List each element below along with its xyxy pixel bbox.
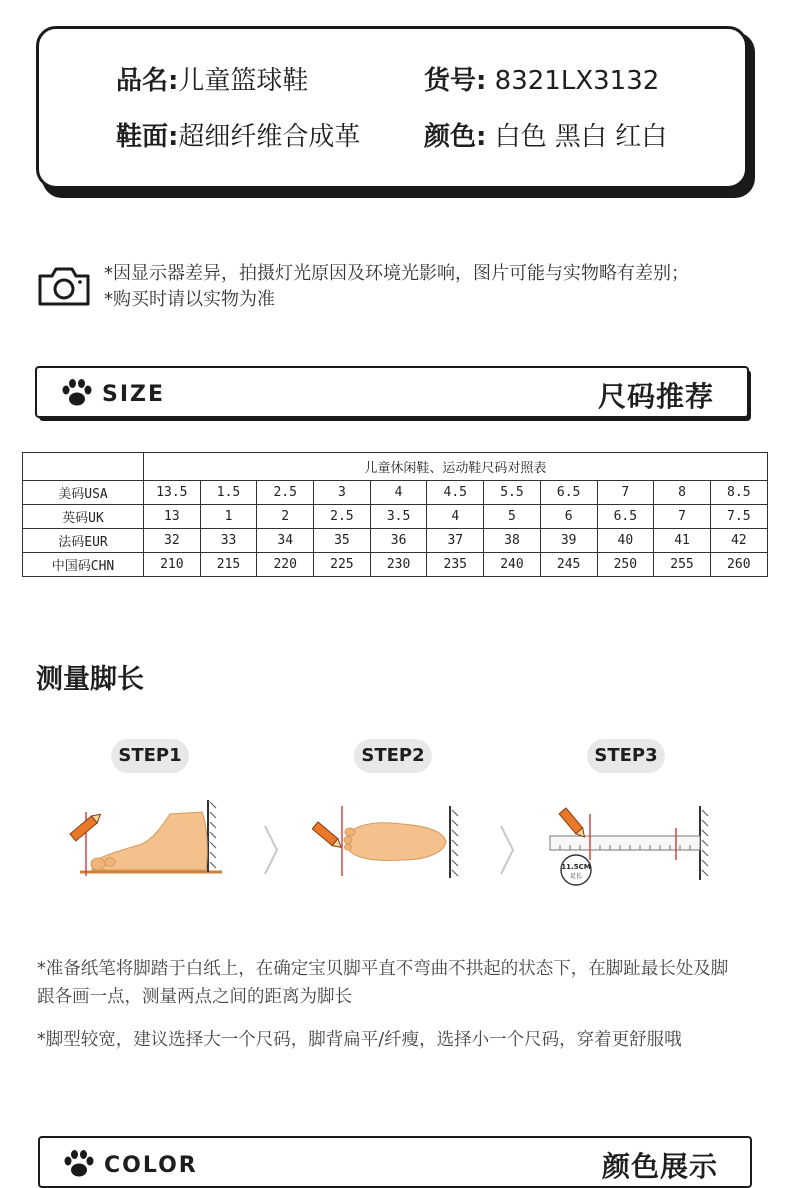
table-cell: 245 [540, 553, 597, 577]
notice-line-1: *因显示器差异，拍摄灯光原因及环境光影响，图片可能与实物略有差别； [104, 263, 689, 284]
step-2-pill: STEP2 [354, 739, 432, 773]
chevron-right-icon [498, 824, 516, 876]
table-cell: 225 [314, 553, 371, 577]
row-label: 法码EUR [23, 529, 144, 553]
table-cell: 5 [484, 505, 541, 529]
table-cell: 240 [484, 553, 541, 577]
notice-line-2: *购买时请以实物为准 [104, 289, 275, 310]
table-row [23, 529, 768, 553]
table-cell: 235 [427, 553, 484, 577]
table-cell: 6 [540, 505, 597, 529]
step-2-illustration [312, 804, 468, 880]
table-cell: 4 [370, 481, 427, 505]
table-cell: 42 [710, 529, 767, 553]
table-cell: 32 [144, 529, 201, 553]
table-cell: 40 [597, 529, 654, 553]
table-cell: 2.5 [314, 505, 371, 529]
table-row [23, 505, 768, 529]
table-cell: 4.5 [427, 481, 484, 505]
product-info-card [36, 26, 748, 189]
row-label: 美码USA [23, 481, 144, 505]
measure-title: 测量脚长 [36, 664, 144, 695]
product-color: 颜色: 白色 黑白 红白 [424, 122, 668, 152]
table-cell: 5.5 [484, 481, 541, 505]
color-header-en: COLOR [104, 1153, 198, 1178]
size-header-cn: 尺码推荐 [598, 380, 715, 413]
table-cell: 41 [654, 529, 711, 553]
fit-advice: *脚型较宽，建议选择大一个尺码，脚背扁平/纤瘦，选择小一个尺码，穿着更舒服哦 [37, 1030, 682, 1050]
step-1-pill: STEP1 [111, 739, 189, 773]
step-3-pill: STEP3 [587, 739, 665, 773]
table-cell: 260 [710, 553, 767, 577]
table-cell: 6.5 [597, 505, 654, 529]
chevron-right-icon [262, 824, 280, 876]
table-cell: 3.5 [370, 505, 427, 529]
table-header-row [23, 453, 768, 481]
step-3-illustration [546, 804, 714, 888]
table-cell: 7.5 [710, 505, 767, 529]
table-title: 儿童休闲鞋、运动鞋尺码对照表 [144, 453, 768, 481]
product-name: 品名:儿童篮球鞋 [116, 66, 309, 96]
table-cell: 6.5 [540, 481, 597, 505]
table-cell: 1.5 [200, 481, 257, 505]
table-cell: 7 [654, 505, 711, 529]
table-cell: 8.5 [710, 481, 767, 505]
product-upper: 鞋面:超细纤维合成革 [116, 122, 361, 152]
table-cell: 230 [370, 553, 427, 577]
row-label: 英码UK [23, 505, 144, 529]
table-cell: 13.5 [144, 481, 201, 505]
table-cell: 255 [654, 553, 711, 577]
table-cell: 215 [200, 553, 257, 577]
paw-icon [62, 1149, 96, 1179]
table-cell: 3 [314, 481, 371, 505]
table-cell: 37 [427, 529, 484, 553]
ruler-measure-label: 11.5CM [561, 863, 591, 871]
camera-icon [36, 264, 92, 308]
table-cell: 33 [200, 529, 257, 553]
table-row [23, 481, 768, 505]
table-cell: 34 [257, 529, 314, 553]
size-chart-table [22, 452, 768, 577]
color-header-cn: 颜色展示 [602, 1150, 719, 1183]
table-cell: 250 [597, 553, 654, 577]
size-header-en: SIZE [102, 382, 166, 407]
table-row [23, 553, 768, 577]
table-cell: 35 [314, 529, 371, 553]
table-cell: 36 [370, 529, 427, 553]
table-cell: 220 [257, 553, 314, 577]
table-corner-cell [23, 453, 144, 481]
table-cell: 210 [144, 553, 201, 577]
step-1-illustration [62, 796, 232, 880]
table-cell: 39 [540, 529, 597, 553]
table-cell: 2.5 [257, 481, 314, 505]
measure-instructions: *准备纸笔将脚踏于白纸上，在确定宝贝脚平直不弯曲不拱起的状态下，在脚趾最长处及脚跟各画一点，测量两点之间的距离为脚长 [37, 959, 729, 1007]
ruler-measure-sub: 足长 [569, 873, 583, 880]
table-cell: 4 [427, 505, 484, 529]
product-sku: 货号: 8321LX3132 [424, 66, 660, 96]
table-cell: 7 [597, 481, 654, 505]
paw-icon [60, 378, 94, 408]
table-cell: 1 [200, 505, 257, 529]
table-cell: 8 [654, 481, 711, 505]
table-cell: 2 [257, 505, 314, 529]
row-label: 中国码CHN [23, 553, 144, 577]
table-cell: 13 [144, 505, 201, 529]
table-cell: 38 [484, 529, 541, 553]
